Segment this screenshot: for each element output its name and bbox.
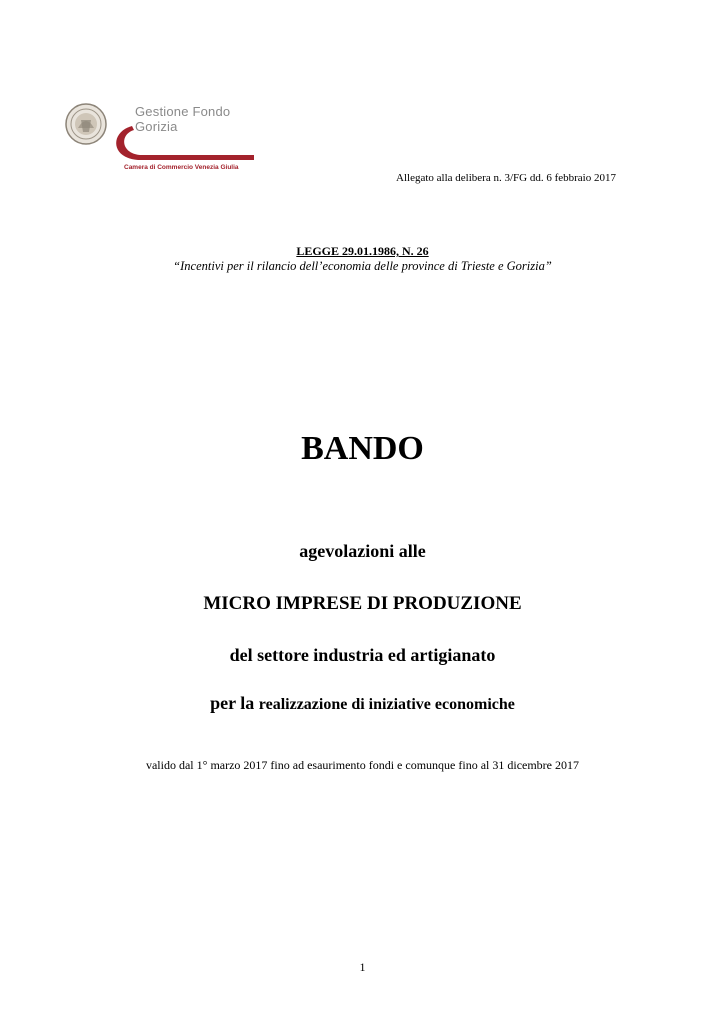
body-line-4-rest: realizzazione di iniziative economiche — [258, 696, 515, 713]
logo-subtitle: Camera di Commercio Venezia Giulia — [124, 164, 239, 171]
logo-name-line2: Gorizia — [135, 119, 178, 134]
body-line-4 — [0, 693, 725, 714]
validity-text: valido dal 1° marzo 2017 fino ad esaurimento fondi e comunque fino al 31 dicembre 2017 — [145, 758, 579, 772]
body-line-1: agevolazioni alle — [299, 541, 426, 561]
page-number: 1 — [359, 960, 366, 974]
body-line-4-prefix: per la — [210, 693, 255, 713]
page-title: BANDO — [301, 430, 424, 467]
seal-icon — [64, 102, 108, 146]
swoosh-icon — [108, 122, 254, 162]
logo-name-line1: Gestione Fondo — [135, 104, 231, 119]
body-line-3: del settore industria ed artigianato — [229, 645, 496, 665]
body-line-2: MICRO IMPRESE DI PRODUZIONE — [203, 593, 522, 614]
law-reference: LEGGE 29.01.1986, N. 26 — [296, 244, 429, 258]
allegato-reference: Allegato alla delibera n. 3/FG dd. 6 febbraio 2017 — [396, 172, 616, 184]
law-subtitle: “Incentivi per il rilancio dell’economia delle province di Trieste e Gorizia” — [173, 259, 552, 273]
logo — [64, 98, 264, 178]
